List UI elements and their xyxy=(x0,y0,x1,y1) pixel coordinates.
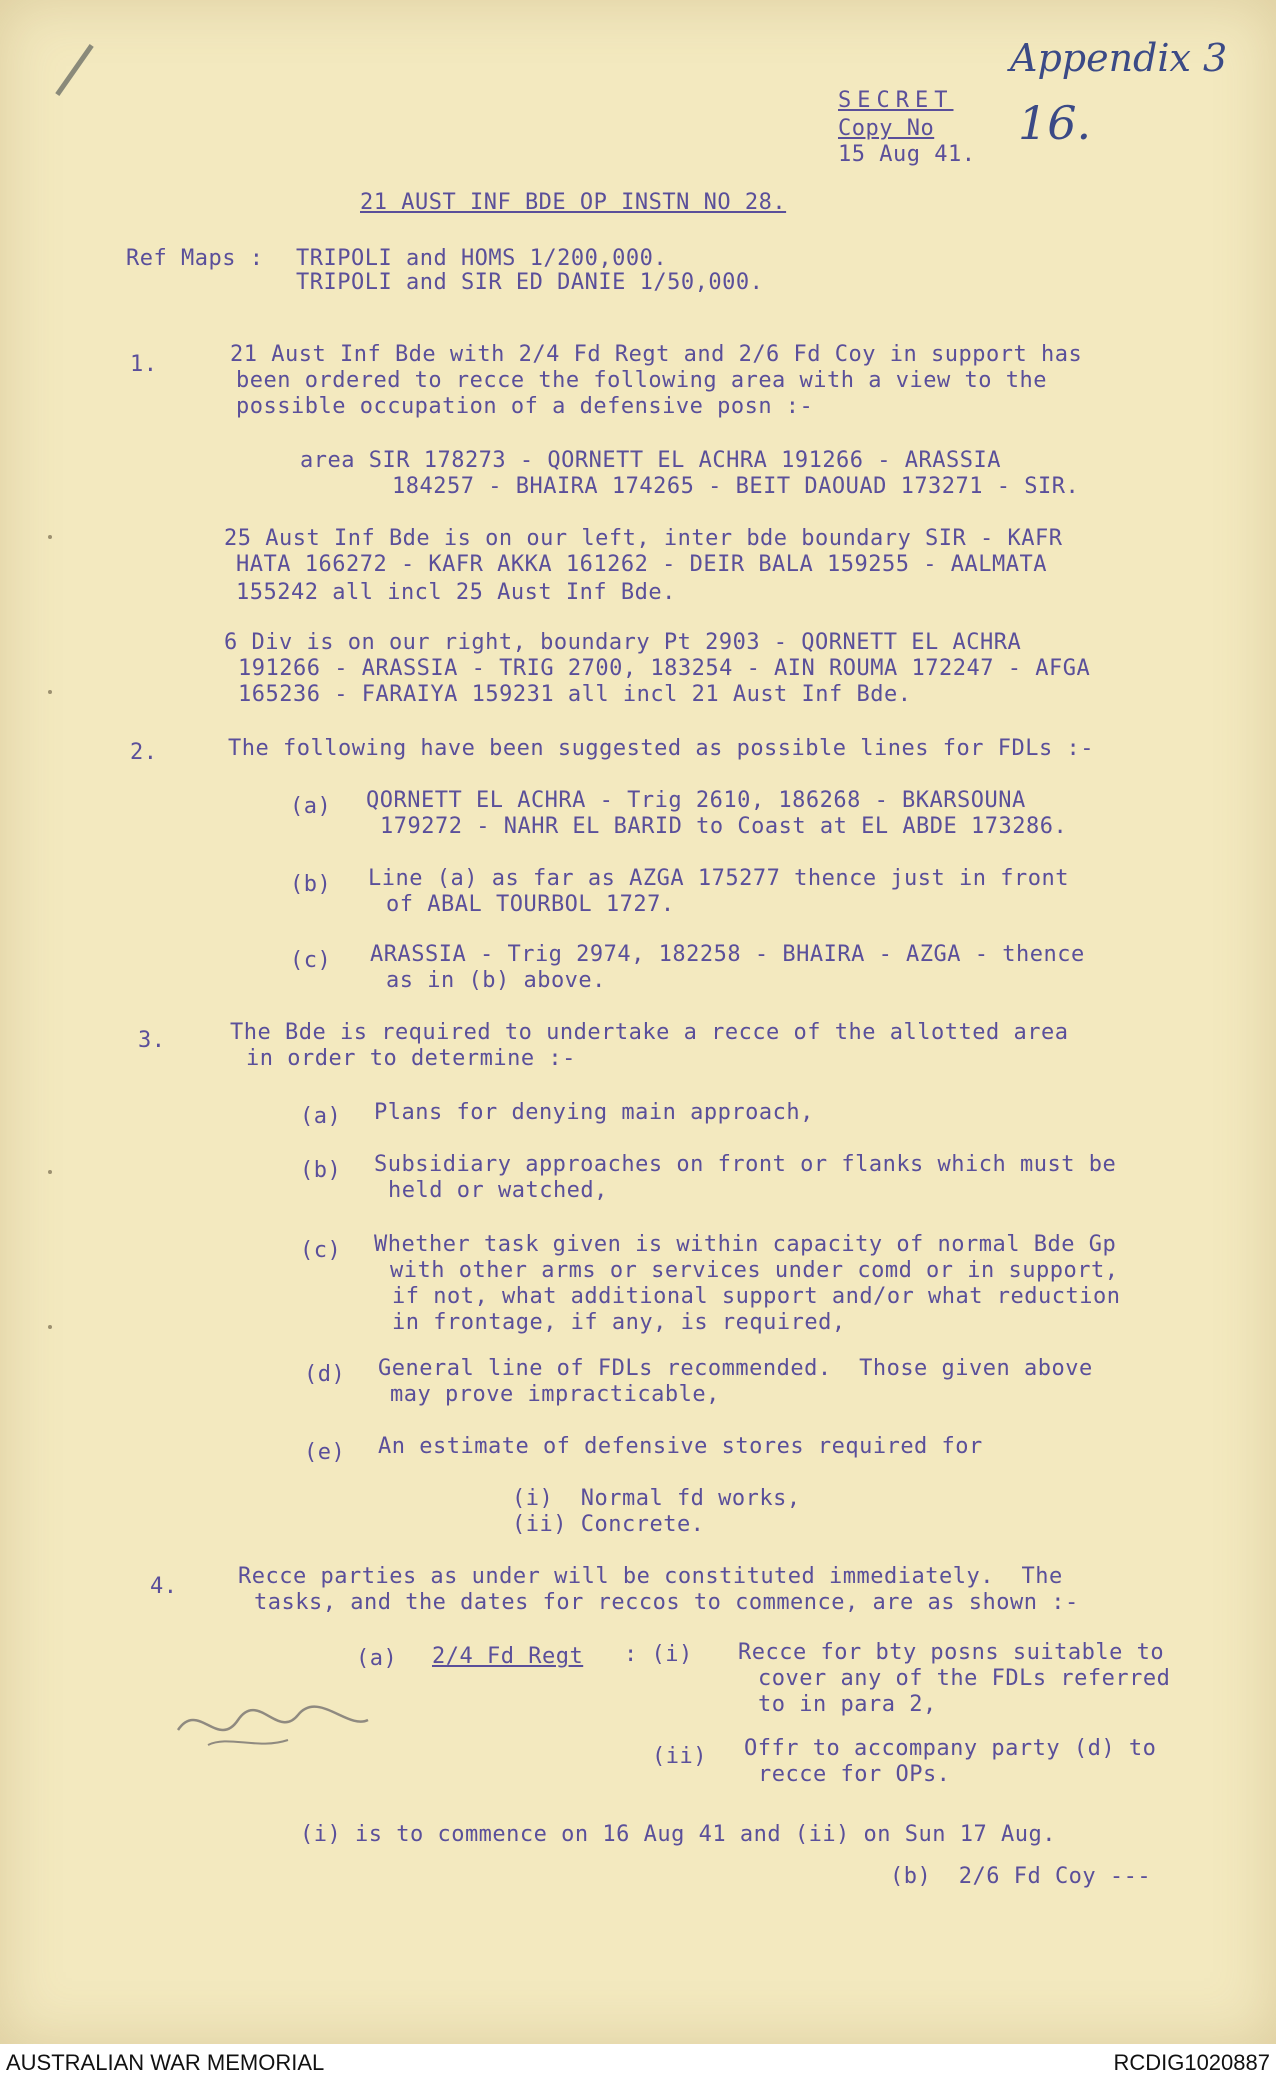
sub-item-letter: (d) xyxy=(304,1362,346,1387)
paragraph-line: may prove impracticable, xyxy=(390,1382,720,1407)
paragraph-line: with other arms or services under comd or in support, xyxy=(390,1258,1119,1283)
sub-item-letter: (c) xyxy=(300,1238,342,1263)
copy-no-label: Copy No xyxy=(838,116,935,141)
para-number: 1. xyxy=(130,352,158,377)
punch-hole xyxy=(48,535,52,539)
paragraph-line: ARASSIA - Trig 2974, 182258 - BHAIRA - AZGA - thence xyxy=(370,942,1085,967)
paragraph-line: QORNETT EL ACHRA - Trig 2610, 186268 - BKARSOUNA xyxy=(366,788,1026,813)
document-date: 15 Aug 41. xyxy=(838,142,976,167)
paragraph-line: been ordered to recce the following area with a view to the xyxy=(236,368,1047,393)
paragraph-line: Offr to accompany party (d) to xyxy=(744,1736,1157,1761)
ref-maps-line: TRIPOLI and SIR ED DANIE 1/50,000. xyxy=(296,270,764,295)
handwritten-signature xyxy=(168,1690,408,1760)
paragraph-line: 179272 - NAHR EL BARID to Coast at EL ABDE 173286. xyxy=(380,814,1068,839)
paragraph-line: An estimate of defensive stores required for xyxy=(378,1434,983,1459)
paragraph-line: The Bde is required to undertake a recce of the allotted area xyxy=(230,1020,1069,1045)
paragraph-line: Recce for bty posns suitable to xyxy=(738,1640,1165,1665)
paragraph-line: 165236 - FARAIYA 159231 all incl 21 Aust Inf Bde. xyxy=(238,682,912,707)
sub-item-letter: (b) xyxy=(290,872,332,897)
classification-secret: SECRET xyxy=(838,88,954,113)
para-number: 4. xyxy=(150,1574,178,1599)
para-number: 3. xyxy=(138,1028,166,1053)
ref-maps-line: TRIPOLI and HOMS 1/200,000. xyxy=(296,246,668,271)
paragraph-line: in frontage, if any, is required, xyxy=(392,1310,846,1335)
paragraph-line: recce for OPs. xyxy=(758,1762,951,1787)
paragraph-line: if not, what additional support and/or what reduction xyxy=(392,1284,1121,1309)
paragraph-line: HATA 166272 - KAFR AKKA 161262 - DEIR BALA 159255 - AALMATA xyxy=(236,552,1047,577)
unit-name: 2/4 Fd Regt xyxy=(432,1644,584,1669)
paragraph-line: Subsidiary approaches on front or flanks which must be xyxy=(374,1152,1117,1177)
footer-bar xyxy=(0,2044,1276,2082)
paragraph-line: 6 Div is on our right, boundary Pt 2903 - QORNETT EL ACHRA xyxy=(224,630,1022,655)
sub-item-letter: (a) xyxy=(290,794,332,819)
paragraph-line: Whether task given is within capacity of normal Bde Gp xyxy=(374,1232,1117,1257)
para-number: 2. xyxy=(130,740,158,765)
punch-hole xyxy=(48,1170,52,1174)
sub-item-letter: (a) xyxy=(356,1646,398,1671)
paragraph-line: 25 Aust Inf Bde is on our left, inter bde boundary SIR - KAFR xyxy=(224,526,1063,551)
paragraph-line: Recce parties as under will be constituted immediately. The xyxy=(238,1564,1063,1589)
paragraph-line: 155242 all incl 25 Aust Inf Bde. xyxy=(236,580,676,605)
sub-item-letter: (e) xyxy=(304,1440,346,1465)
paragraph-line: 184257 - BHAIRA 174265 - BEIT DAOUAD 173271 - SIR. xyxy=(392,474,1080,499)
paragraph-line: of ABAL TOURBOL 1727. xyxy=(386,892,675,917)
paragraph-line: 191266 - ARASSIA - TRIG 2700, 183254 - AIN ROUMA 172247 - AFGA xyxy=(238,656,1091,681)
punch-hole xyxy=(48,690,52,694)
paragraph-line: 21 Aust Inf Bde with 2/4 Fd Regt and 2/6 Fd Coy in support has xyxy=(230,342,1083,367)
paragraph-line: in order to determine :- xyxy=(246,1046,576,1071)
footer-reference: RCDIG1020887 xyxy=(1113,2050,1270,2075)
paragraph-line: General line of FDLs recommended. Those given above xyxy=(378,1356,1093,1381)
paragraph-line: Plans for denying main approach, xyxy=(374,1100,814,1125)
paragraph-line: to in para 2, xyxy=(758,1692,937,1717)
paragraph-line: (i) Normal fd works, xyxy=(512,1486,801,1511)
paragraph-line: as in (b) above. xyxy=(386,968,606,993)
paragraph-line: (i) is to commence on 16 Aug 41 and (ii) on Sun 17 Aug. xyxy=(300,1822,1056,1847)
document-title: 21 AUST INF BDE OP INSTN NO 28. xyxy=(360,190,787,215)
paragraph-line: The following have been suggested as possible lines for FDLs :- xyxy=(228,736,1094,761)
ref-maps-label: Ref Maps : xyxy=(126,246,264,271)
sub-item-letter: (c) xyxy=(290,948,332,973)
continuation-line: (b) 2/6 Fd Coy --- xyxy=(890,1864,1152,1889)
paragraph-line: area SIR 178273 - QORNETT EL ACHRA 191266 - ARASSIA xyxy=(300,448,1002,473)
sub-item-roman: : (i) xyxy=(624,1642,693,1667)
handwritten-annotation: Appendix 3 xyxy=(1010,36,1228,80)
handwritten-copy-number: 16. xyxy=(1018,96,1092,150)
paragraph-line: cover any of the FDLs referred xyxy=(758,1666,1171,1691)
paragraph-line: Line (a) as far as AZGA 175277 thence just in front xyxy=(368,866,1070,891)
punch-hole xyxy=(48,1325,52,1329)
paragraph-line: (ii) Concrete. xyxy=(512,1512,705,1537)
staple-mark xyxy=(55,44,94,96)
footer-source: AUSTRALIAN WAR MEMORIAL xyxy=(6,2050,325,2075)
paragraph-line: possible occupation of a defensive posn :- xyxy=(236,394,814,419)
sub-item-roman: (ii) xyxy=(652,1744,707,1769)
paragraph-line: held or watched, xyxy=(388,1178,608,1203)
paragraph-line: tasks, and the dates for reccos to commence, are as shown :- xyxy=(254,1590,1079,1615)
sub-item-letter: (b) xyxy=(300,1158,342,1183)
sub-item-letter: (a) xyxy=(300,1104,342,1129)
